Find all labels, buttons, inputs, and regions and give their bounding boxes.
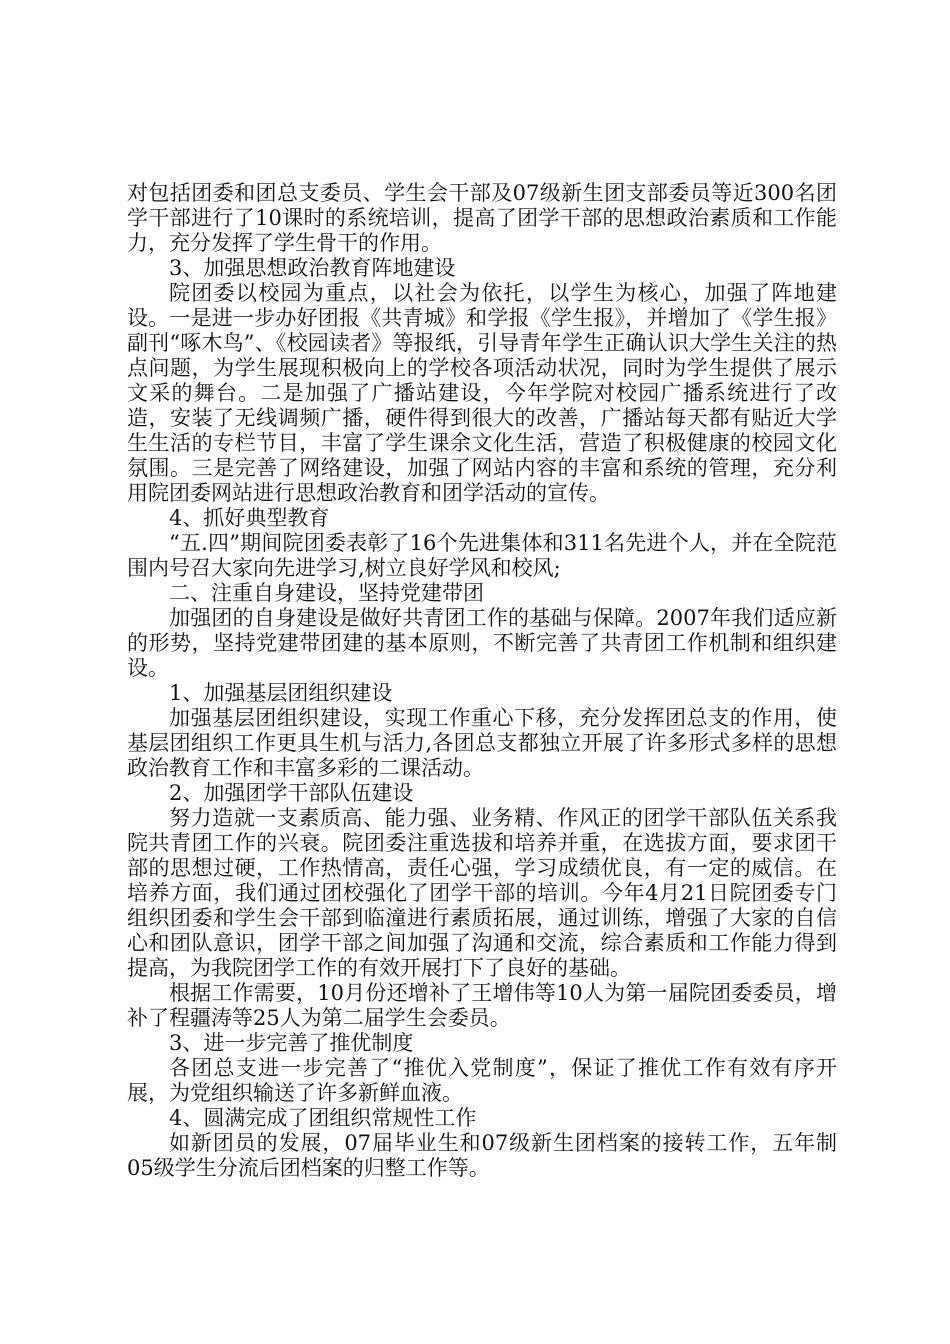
heading-grassroots-organization: 1、加强基层团组织建设: [169, 681, 393, 705]
heading-typical-education: 4、抓好典型教育: [169, 506, 330, 530]
heading-cadre-team: 2、加强团学干部队伍建设: [169, 781, 414, 805]
paragraph-member-additions: 根据工作需要，10月份还增补了王增伟等10人为第一届院团委委员，增补了程疆涛等25人为第二届学生会委员。: [127, 981, 837, 1030]
document-body: [127, 181, 837, 1181]
paragraph-ideological-position: 院团委以校园为重点，以社会为依托，以学生为核心，加强了阵地建设。一是进一步办好团报《共青城》和学报《学生报》，并增加了《学生报》副刊“啄木鸟”、《校园读者》等报纸，引导青年学生正确认识大学生关注的热点问题，为学生展现积极向上的学校各项活动状况，同时为学生提供了展示文采的舞台。二是加强了广播站建设，今年学院对校园广播系统进行了改造，安装了无线调频广播，硬件得到很大的改善，广播站每天都有贴近大学生生活的专栏节目，丰富了学生课余文化生活，营造了积极健康的校园文化氛围。三是完善了网络建设，加强了网站内容的丰富和系统的管理，充分利用院团委网站进行思想政治教育和团学活动的宣传。: [127, 281, 837, 505]
paragraph-grassroots-organization: 加强基层团组织建设，实现工作重心下移，充分发挥团总支的作用，使基层团组织工作更具生机与活力,各团总支都独立开展了许多形式多样的思想政治教育工作和丰富多彩的二课活动。: [127, 706, 837, 780]
paragraph-routine-work: 如新团员的发展，07届毕业生和07级新生团档案的接转工作，五年制05级学生分流后团档案的归整工作等。: [127, 1131, 837, 1180]
section-heading-self-building: 二、注重自身建设，坚持党建带团: [169, 581, 484, 605]
paragraph-typical-education: “五.四”期间院团委表彰了16个先进集体和311名先进个人，并在全院范围内号召大家向先进学习,树立良好学风和校风;: [127, 531, 837, 580]
paragraph-self-building: 加强团的自身建设是做好共青团工作的基础与保障。2007年我们适应新的形势，坚持党建带团建的基本原则，不断完善了共青团工作机制和组织建设。: [127, 606, 837, 680]
paragraph-cadre-training-continued: 对包括团委和团总支委员、学生会干部及07级新生团支部委员等近300名团学干部进行了10课时的系统培训，提高了团学干部的思想政治素质和工作能力，充分发挥了学生骨干的作用。: [127, 181, 837, 255]
paragraph-cadre-team: 努力造就一支素质高、能力强、业务精、作风正的团学干部队伍关系我院共青团工作的兴衰。院团委注重选拔和培养并重，在选拔方面，要求团干部的思想过硬，工作热情高，责任心强，学习成绩优良，有一定的威信。在培养方面，我们通过团校强化了团学干部的培训。今年4月21日院团委专门组织团委和学生会干部到临潼进行素质拓展，通过训练，增强了大家的自信心和团队意识，团学干部之间加强了沟通和交流，综合素质和工作能力得到提高，为我院团学工作的有效开展打下了良好的基础。: [127, 806, 837, 980]
heading-recommendation-system: 3、进一步完善了推优制度: [169, 1031, 414, 1055]
heading-ideological-position: 3、加强思想政治教育阵地建设: [169, 256, 456, 280]
heading-routine-work: 4、圆满完成了团组织常规性工作: [169, 1106, 477, 1130]
paragraph-recommendation-system: 各团总支进一步完善了“推优入党制度”，保证了推优工作有效有序开展，为党组织输送了许多新鲜血液。: [127, 1056, 837, 1105]
